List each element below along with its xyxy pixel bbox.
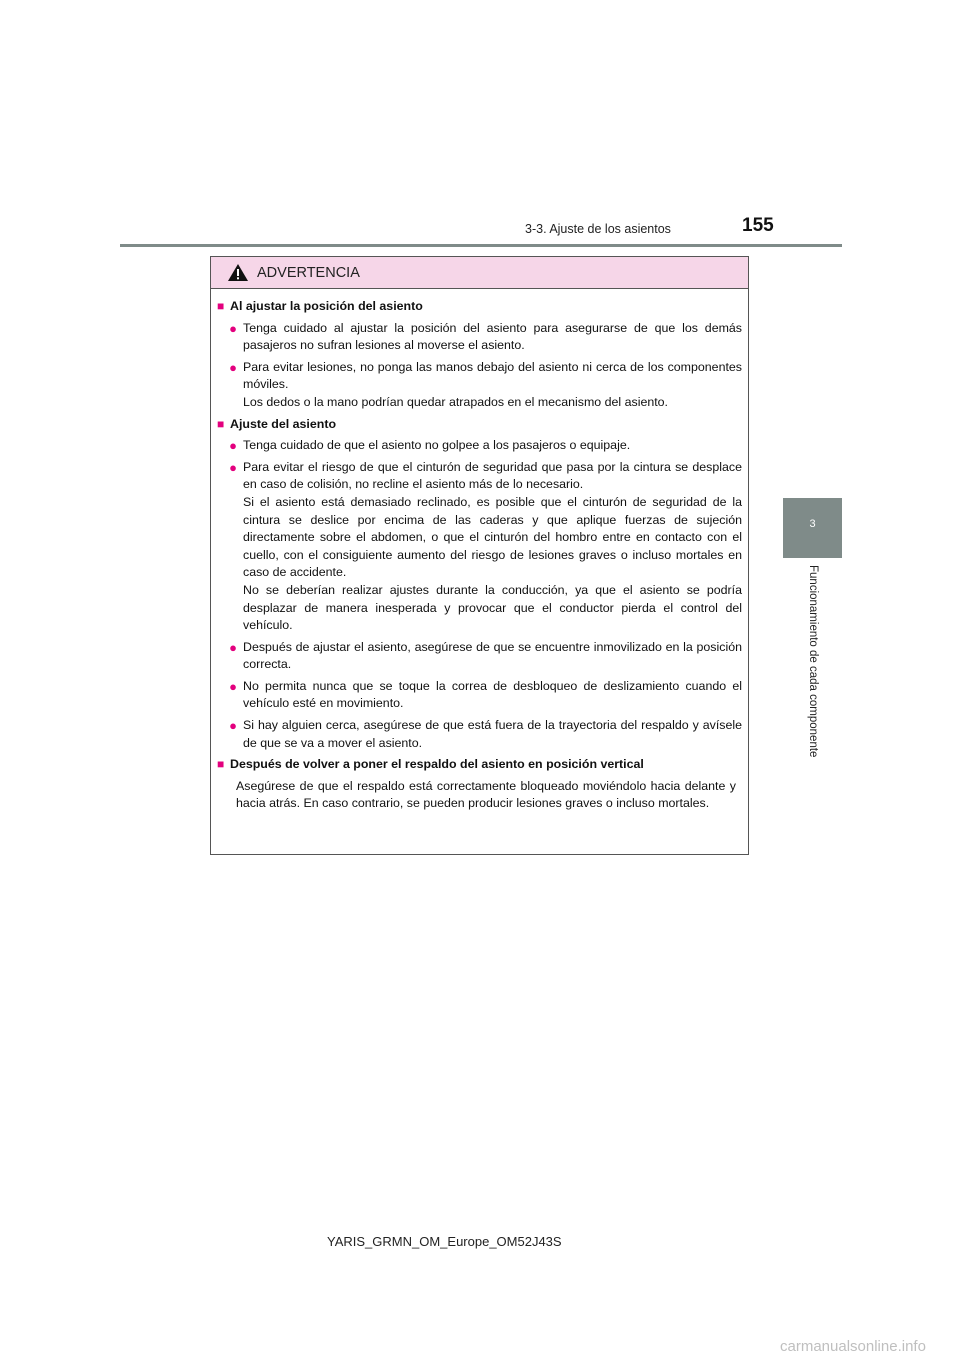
section-text: Asegúrese de que el respaldo está correctamente bloqueado moviéndolo hacia delante y hacia atrás. En caso contrario, se pueden producir lesiones graves o incluso mortales. bbox=[236, 778, 736, 811]
chapter-tab bbox=[783, 498, 842, 558]
warning-section-heading bbox=[217, 298, 742, 316]
bullet-item bbox=[217, 678, 742, 713]
warning-body bbox=[211, 289, 748, 813]
item-paragraph: Para evitar el riesgo de que el cinturón de seguridad que pasa por la cintura se desplace en caso de colisión, no recline el asiento más de lo necesario. bbox=[243, 459, 742, 492]
square-bullet-icon: ■ bbox=[217, 299, 225, 313]
item-paragraph: Si hay alguien cerca, asegúrese de que está fuera de la trayectoria del respaldo y avísele de que se va a mover el asiento. bbox=[243, 718, 742, 750]
bullet-item-text bbox=[243, 437, 742, 455]
bullet-item bbox=[217, 639, 742, 674]
item-paragraph: Tenga cuidado de que el asiento no golpee a los pasajeros o equipaje. bbox=[243, 438, 631, 453]
warning-section-heading bbox=[217, 756, 742, 774]
circle-bullet-icon: ● bbox=[229, 639, 237, 655]
section-title: 3-3. Ajuste de los asientos bbox=[525, 222, 671, 236]
item-paragraph: Los dedos o la mano podrían quedar atrapados en el mecanismo del asiento. bbox=[243, 394, 669, 409]
square-bullet-icon: ■ bbox=[217, 416, 225, 431]
bullet-item bbox=[217, 437, 742, 455]
page-number: 155 bbox=[742, 215, 774, 236]
watermark-text: carmanualsonline.info bbox=[780, 1338, 926, 1355]
bullet-item-text bbox=[243, 639, 742, 674]
circle-bullet-icon: ● bbox=[229, 718, 237, 734]
item-paragraph: Para evitar lesiones, no ponga las manos debajo del asiento ni cerca de los componentes móviles. bbox=[243, 359, 742, 392]
bullet-item-text bbox=[243, 678, 742, 713]
header-rule bbox=[120, 244, 842, 247]
bullet-item bbox=[217, 359, 742, 412]
circle-bullet-icon: ● bbox=[229, 320, 237, 336]
warning-section-heading bbox=[217, 416, 742, 434]
chapter-side-label: Funcionamiento de cada componente bbox=[807, 565, 819, 758]
document-id: YARIS_GRMN_OM_Europe_OM52J43S bbox=[327, 1234, 562, 1249]
bullet-item-text bbox=[243, 320, 742, 355]
square-bullet-icon: ■ bbox=[217, 757, 225, 772]
item-paragraph: No permita nunca que se toque la correa de desbloqueo de deslizamiento cuando el vehículo esté en movimiento. bbox=[243, 678, 742, 711]
section-heading-text: Después de volver a poner el respaldo del asiento en posición vertical bbox=[230, 757, 644, 772]
warning-triangle-icon bbox=[227, 263, 249, 282]
section-heading-text: Al ajustar la posición del asiento bbox=[230, 299, 423, 313]
warning-header bbox=[211, 257, 748, 289]
item-paragraph: Si el asiento está demasiado reclinado, es posible que el cinturón de seguridad de la cintura se deslice por encima de las caderas y que aplique fuerzas de sujeción directamente sobre el abdomen, o que el cinturón del hombro entre en contacto con el cuello, con el consiguiente aumento del riesgo de lesiones graves o incluso mortales en caso de accidente. bbox=[243, 494, 742, 580]
section-heading-text: Ajuste del asiento bbox=[230, 416, 337, 431]
item-paragraph: Tenga cuidado al ajustar la posición del asiento para asegurarse de que los demás pasajeros no sufran lesiones al moverse el asiento. bbox=[243, 320, 742, 353]
bullet-item bbox=[217, 459, 742, 635]
item-paragraph: Después de ajustar el asiento, asegúrese de que se encuentre inmovilizado en la posición correcta. bbox=[243, 639, 742, 672]
warning-title: ADVERTENCIA bbox=[257, 264, 360, 281]
warning-box bbox=[210, 256, 749, 855]
bullet-item bbox=[217, 717, 742, 752]
item-paragraph: No se deberían realizar ajustes durante la conducción, ya que el asiento se podría desplazar de manera inesperada y provocar que el conductor pierda el control del vehículo. bbox=[243, 582, 742, 633]
bullet-item-text bbox=[243, 459, 742, 635]
bullet-item-text bbox=[243, 717, 742, 752]
bullet-item bbox=[217, 320, 742, 355]
circle-bullet-icon: ● bbox=[229, 359, 237, 375]
circle-bullet-icon: ● bbox=[229, 678, 237, 694]
circle-bullet-icon: ● bbox=[229, 438, 237, 454]
circle-bullet-icon: ● bbox=[229, 459, 237, 475]
chapter-tab-number: 3 bbox=[809, 518, 816, 530]
bullet-item-text bbox=[243, 359, 742, 412]
